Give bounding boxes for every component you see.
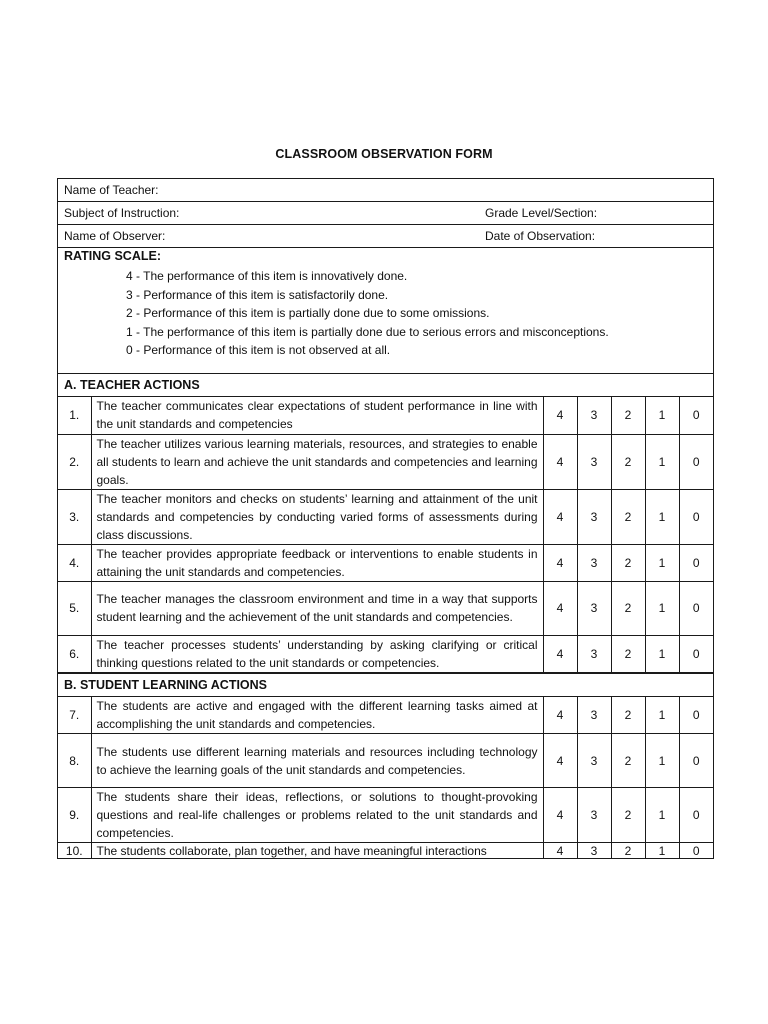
- item-statement: The teacher communicates clear expectations of student performance in line with the unit standards and competencies: [91, 397, 543, 434]
- table-row: [58, 843, 713, 859]
- item-statement: The students collaborate, plan together, and have meaningful interactions: [91, 843, 543, 859]
- table-row: [58, 635, 713, 672]
- rating-option-1[interactable]: 1: [645, 697, 679, 734]
- table-row: [58, 397, 713, 434]
- rating-option-1[interactable]: 1: [645, 544, 679, 581]
- form-title: CLASSROOM OBSERVATION FORM: [275, 147, 493, 161]
- rating-option-1[interactable]: 1: [645, 843, 679, 859]
- rating-option-2[interactable]: 2: [611, 788, 645, 843]
- table-row: [58, 544, 713, 581]
- table-row: [58, 697, 713, 734]
- subject-label: Subject of Instruction:: [64, 206, 180, 220]
- rating-option-3[interactable]: 3: [577, 489, 611, 544]
- item-statement: The teacher processes students’ understanding by asking clarifying or critical thinking questions related to the unit standards or competencies.: [91, 635, 543, 672]
- item-number: 1.: [58, 397, 91, 434]
- item-statement: The students use different learning materials and resources including technology to achieve the learning goals of the unit standards and competencies.: [91, 734, 543, 788]
- rating-scale: [58, 248, 713, 374]
- item-number: 6.: [58, 635, 91, 672]
- scale-item: 1 - The performance of this item is partially done due to serious errors and misconceptions.: [126, 324, 609, 339]
- item-statement: The teacher provides appropriate feedback or interventions to enable students in attaining the unit standards and competencies.: [91, 544, 543, 581]
- observation-date-label: Date of Observation:: [485, 229, 596, 243]
- rating-option-1[interactable]: 1: [645, 397, 679, 434]
- observer-name-label: Name of Observer:: [64, 229, 166, 243]
- rating-option-0[interactable]: 0: [679, 697, 713, 734]
- rating-option-0[interactable]: 0: [679, 544, 713, 581]
- rating-option-3[interactable]: 3: [577, 843, 611, 859]
- item-number: 3.: [58, 489, 91, 544]
- rating-option-3[interactable]: 3: [577, 581, 611, 635]
- rating-option-3[interactable]: 3: [577, 788, 611, 843]
- item-number: 7.: [58, 697, 91, 734]
- rating-option-3[interactable]: 3: [577, 544, 611, 581]
- table-row: [58, 734, 713, 788]
- rating-option-4[interactable]: 4: [543, 581, 577, 635]
- rating-option-4[interactable]: 4: [543, 697, 577, 734]
- rating-option-2[interactable]: 2: [611, 635, 645, 672]
- rating-option-2[interactable]: 2: [611, 734, 645, 788]
- rating-option-4[interactable]: 4: [543, 635, 577, 672]
- rating-option-4[interactable]: 4: [543, 489, 577, 544]
- rating-option-1[interactable]: 1: [645, 489, 679, 544]
- observation-form: [57, 178, 714, 859]
- student-actions-table: [58, 697, 713, 860]
- rating-option-4[interactable]: 4: [543, 734, 577, 788]
- rating-scale-title: RATING SCALE:: [64, 249, 161, 263]
- rating-option-2[interactable]: 2: [611, 697, 645, 734]
- rating-option-2[interactable]: 2: [611, 397, 645, 434]
- rating-option-3[interactable]: 3: [577, 434, 611, 489]
- item-statement: The students are active and engaged with the different learning tasks aimed at accomplishing the unit standards and competencies.: [91, 697, 543, 734]
- table-row: [58, 434, 713, 489]
- scale-item: 4 - The performance of this item is innovatively done.: [126, 269, 408, 283]
- rating-option-1[interactable]: 1: [645, 581, 679, 635]
- rating-option-2[interactable]: 2: [611, 489, 645, 544]
- item-statement: The teacher monitors and checks on students’ learning and attainment of the unit standards and competencies by conducting varied forms of assessments during class discussions.: [91, 489, 543, 544]
- item-statement: The teacher manages the classroom environment and time in a way that supports student learning and the achievement of the unit standards and competencies.: [91, 581, 543, 635]
- item-number: 4.: [58, 544, 91, 581]
- rating-option-0[interactable]: 0: [679, 489, 713, 544]
- item-number: 10.: [58, 843, 91, 859]
- teacher-name-label: Name of Teacher:: [64, 183, 159, 197]
- rating-option-3[interactable]: 3: [577, 734, 611, 788]
- scale-item: 0 - Performance of this item is not observed at all.: [126, 343, 391, 358]
- rating-option-0[interactable]: 0: [679, 734, 713, 788]
- rating-option-2[interactable]: 2: [611, 843, 645, 859]
- rating-option-1[interactable]: 1: [645, 734, 679, 788]
- rating-option-3[interactable]: 3: [577, 635, 611, 672]
- rating-option-4[interactable]: 4: [543, 397, 577, 434]
- rating-option-0[interactable]: 0: [679, 788, 713, 843]
- teacher-actions-table: [58, 397, 713, 673]
- rating-option-1[interactable]: 1: [645, 635, 679, 672]
- rating-option-0[interactable]: 0: [679, 843, 713, 859]
- teacher-row: [58, 179, 713, 202]
- observer-row: [58, 225, 713, 248]
- rating-option-0[interactable]: 0: [679, 635, 713, 672]
- subject-row: [58, 202, 713, 225]
- rating-option-4[interactable]: 4: [543, 843, 577, 859]
- item-number: 5.: [58, 581, 91, 635]
- table-row: [58, 581, 713, 635]
- rating-option-4[interactable]: 4: [543, 434, 577, 489]
- item-number: 2.: [58, 434, 91, 489]
- rating-option-2[interactable]: 2: [611, 544, 645, 581]
- rating-option-1[interactable]: 1: [645, 788, 679, 843]
- rating-option-2[interactable]: 2: [611, 434, 645, 489]
- rating-option-0[interactable]: 0: [679, 397, 713, 434]
- scale-item: 3 - Performance of this item is satisfactorily done.: [126, 287, 389, 302]
- rating-option-3[interactable]: 3: [577, 697, 611, 734]
- rating-option-1[interactable]: 1: [645, 434, 679, 489]
- table-row: [58, 489, 713, 544]
- rating-option-0[interactable]: 0: [679, 581, 713, 635]
- section-student-learning-actions: B. STUDENT LEARNING ACTIONS: [58, 673, 713, 697]
- table-row: [58, 788, 713, 843]
- item-statement: The teacher utilizes various learning materials, resources, and strategies to enable all students to learn and achieve the unit standards and competencies and learning goals.: [91, 434, 543, 489]
- grade-level-label: Grade Level/Section:: [485, 206, 598, 220]
- rating-option-4[interactable]: 4: [543, 544, 577, 581]
- section-teacher-actions: A. TEACHER ACTIONS: [58, 374, 713, 397]
- item-number: 9.: [58, 788, 91, 843]
- item-statement: The students share their ideas, reflections, or solutions to thought-provoking questions and real-life challenges or problems related to the unit standards and competencies.: [91, 788, 543, 843]
- rating-option-2[interactable]: 2: [611, 581, 645, 635]
- rating-option-0[interactable]: 0: [679, 434, 713, 489]
- item-number: 8.: [58, 734, 91, 788]
- rating-option-4[interactable]: 4: [543, 788, 577, 843]
- rating-option-3[interactable]: 3: [577, 397, 611, 434]
- scale-item: 2 - Performance of this item is partially done due to some omissions.: [126, 306, 490, 321]
